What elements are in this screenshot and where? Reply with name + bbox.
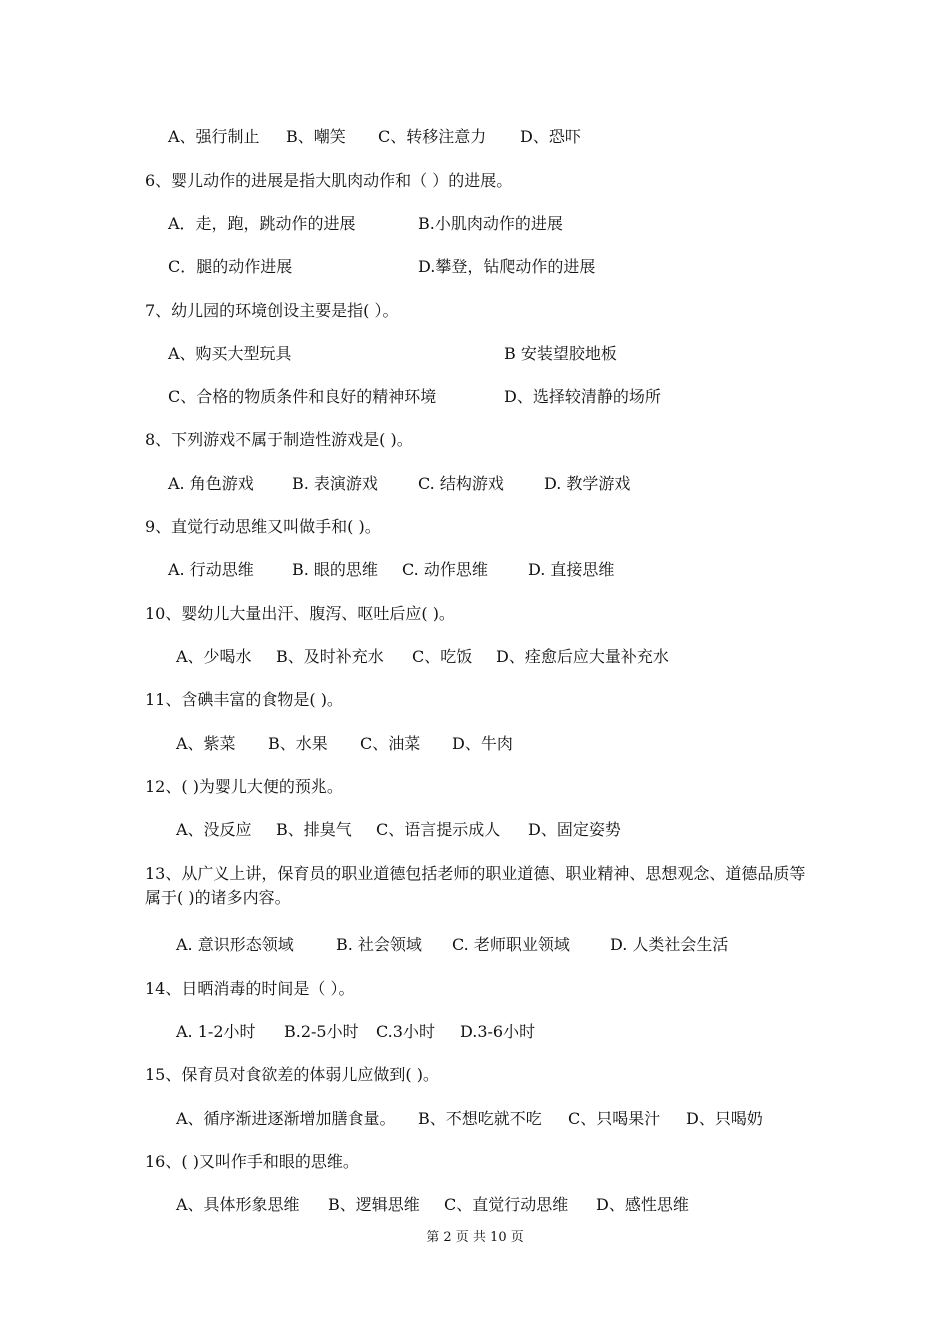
q10-option-c[interactable]: C、吃饭 [412, 647, 473, 666]
q13-text: 13、从广义上讲，保育员的职业道德包括老师的职业道德、职业精神、思想观念、道德品质等属于( )的诸多内容。 [145, 864, 806, 907]
q12-option-d[interactable]: D、固定姿势 [528, 820, 621, 839]
q6-option-d[interactable]: D.攀登，钻爬动作的进展 [418, 257, 596, 276]
q9-option-c[interactable]: C. 动作思维 [402, 560, 488, 579]
q11-option-a[interactable]: A、紫菜 [176, 734, 236, 753]
q16-option-c[interactable]: C、直觉行动思维 [444, 1195, 569, 1214]
q16-option-a[interactable]: A、具体形象思维 [176, 1195, 300, 1214]
q9-option-b[interactable]: B. 眼的思维 [292, 560, 378, 579]
q13-option-a[interactable]: A. 意识形态领域 [176, 935, 294, 954]
q11-text: 11、含碘丰富的食物是( )。 [145, 690, 343, 709]
q16-text: 16、( )又叫作手和眼的思维。 [145, 1152, 359, 1171]
q11-option-d[interactable]: D、牛肉 [452, 734, 513, 753]
q7-option-b[interactable]: B 安装望胶地板 [504, 344, 617, 363]
q5-option-a[interactable]: A、强行制止 [168, 127, 260, 146]
q5-option-d[interactable]: D、恐吓 [520, 127, 581, 146]
q9-text: 9、直觉行动思维又叫做手和( )。 [145, 517, 381, 536]
q7-option-a[interactable]: A、购买大型玩具 [168, 344, 292, 363]
q13-option-b[interactable]: B. 社会领域 [336, 935, 422, 954]
q8-text: 8、下列游戏不属于制造性游戏是( )。 [145, 430, 413, 449]
q6-option-b[interactable]: B.小肌肉动作的进展 [418, 214, 563, 233]
q16-option-d[interactable]: D、感性思维 [596, 1195, 689, 1214]
q7-option-c[interactable]: C、合格的物质条件和良好的精神环境 [168, 387, 437, 406]
q9-option-d[interactable]: D. 直接思维 [528, 560, 615, 579]
q11-option-b[interactable]: B、水果 [268, 734, 328, 753]
q15-option-a[interactable]: A、循序渐进逐渐增加膳食量。 [176, 1109, 396, 1128]
q12-text: 12、( )为婴儿大便的预兆。 [145, 777, 343, 796]
q7-option-d[interactable]: D、选择较清静的场所 [504, 387, 661, 406]
q6-option-a[interactable]: A．走，跑，跳动作的进展 [168, 214, 356, 233]
q8-option-d[interactable]: D. 教学游戏 [544, 474, 631, 493]
q15-option-c[interactable]: C、只喝果汁 [568, 1109, 661, 1128]
q7-text: 7、幼儿园的环境创设主要是指( ）。 [145, 301, 399, 320]
q9-option-a[interactable]: A. 行动思维 [168, 560, 254, 579]
q15-text: 15、保育员对食欲差的体弱儿应做到( )。 [145, 1065, 439, 1084]
q15-option-d[interactable]: D、只喝奶 [686, 1109, 763, 1128]
q12-option-c[interactable]: C、语言提示成人 [376, 820, 501, 839]
q13-option-c[interactable]: C. 老师职业领域 [452, 935, 570, 954]
q14-text: 14、日晒消毒的时间是（ ）。 [145, 979, 355, 998]
q14-option-c[interactable]: C.3小时 [376, 1022, 435, 1041]
q12-option-b[interactable]: B、排臭气 [276, 820, 352, 839]
q10-text: 10、婴幼儿大量出汗、腹泻、呕吐后应( )。 [145, 604, 455, 623]
q15-option-b[interactable]: B、不想吃就不吃 [418, 1109, 542, 1128]
q10-option-d[interactable]: D、痊愈后应大量补充水 [496, 647, 669, 666]
q6-option-c[interactable]: C．腿的动作进展 [168, 257, 293, 276]
q14-option-a[interactable]: A. 1-2小时 [176, 1022, 256, 1041]
q8-option-a[interactable]: A. 角色游戏 [168, 474, 254, 493]
q14-option-d[interactable]: D.3-6小时 [460, 1022, 536, 1041]
q10-option-b[interactable]: B、及时补充水 [276, 647, 384, 666]
page-number-footer: 第 2 页 共 10 页 [426, 1230, 524, 1245]
q5-option-b[interactable]: B、嘲笑 [286, 127, 346, 146]
q11-option-c[interactable]: C、油菜 [360, 734, 421, 753]
q13-option-d[interactable]: D. 人类社会生活 [610, 935, 729, 954]
q8-option-c[interactable]: C. 结构游戏 [418, 474, 504, 493]
q16-option-b[interactable]: B、逻辑思维 [328, 1195, 420, 1214]
q8-option-b[interactable]: B. 表演游戏 [292, 474, 378, 493]
q10-option-a[interactable]: A、少喝水 [176, 647, 252, 666]
q5-option-c[interactable]: C、转移注意力 [378, 127, 487, 146]
q14-option-b[interactable]: B.2-5小时 [284, 1022, 359, 1041]
q6-text: 6、婴儿动作的进展是指大肌肉动作和（ ）的进展。 [145, 171, 513, 190]
q12-option-a[interactable]: A、没反应 [176, 820, 252, 839]
